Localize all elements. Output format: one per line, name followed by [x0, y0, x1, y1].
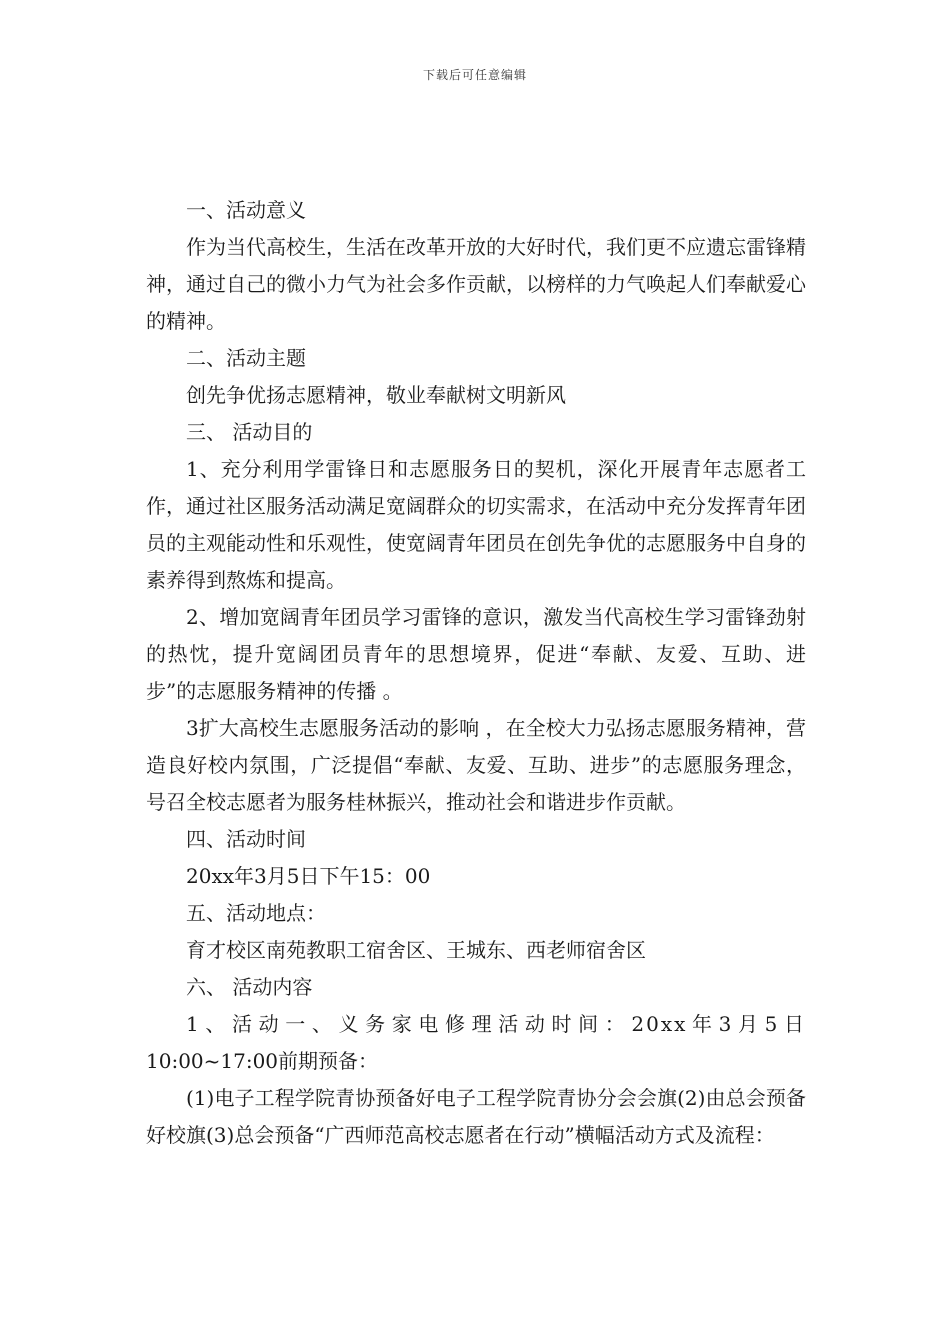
section-heading-significance: 一、活动意义	[186, 198, 306, 222]
section-heading-content: 六、 活动内容	[186, 975, 313, 999]
document-body	[146, 192, 806, 1154]
paragraph-activity-one: 1、活动一、义务家电修理活动时间：20xx年3月5日	[186, 1012, 806, 1036]
section-heading-purpose: 三、 活动目的	[186, 420, 313, 444]
paragraph-purpose-1: 1、充分利用学雷锋日和志愿服务日的契机，深化开展青年志愿者工作，通过社区服务活动满足宽阔群众的切实需求，在活动中充分发挥青年团员的主观能动性和乐观性，使宽阔青年团员在创先争优的志愿服务中自身的素养得到熬炼和提高。	[146, 457, 806, 592]
paragraph-purpose-3: 3扩大高校生志愿服务活动的影响 ，在全校大力弘扬志愿服务精神，营造良好校内氛围，广泛提倡“奉献、友爱、互助、进步”的志愿服务理念，号召全校志愿者为服务桂林振兴，推动社会和谐进步作贡献。	[146, 716, 806, 814]
paragraph-activity-one-prep: 10:00~17:00前期预备：	[146, 1049, 379, 1073]
section-heading-time: 四、活动时间	[186, 827, 306, 851]
page-header-note: 下载后可任意编辑	[422, 68, 527, 82]
paragraph-purpose-2: 2、增加宽阔青年团员学习雷锋的意识，激发当代高校生学习雷锋劲射的热忱，提升宽阔团员青年的思想境界，促进“奉献、友爱、互助、进步”的志愿服务精神的传播 。	[146, 605, 806, 703]
paragraph-time: 20xx年3月5日下午15：00	[186, 864, 431, 888]
paragraph-significance: 作为当代高校生，生活在改革开放的大好时代，我们更不应遗忘雷锋精神，通过自己的微小力气为社会多作贡献，以榜样的力气唤起人们奉献爱心的精神。	[146, 235, 806, 333]
section-heading-theme: 二、活动主题	[186, 346, 306, 370]
section-heading-location: 五、活动地点：	[186, 901, 326, 925]
paragraph-location: 育才校区南苑教职工宿舍区、王城东、西老师宿舍区	[186, 938, 646, 962]
paragraph-theme: 创先争优扬志愿精神，敬业奉献树文明新风	[186, 383, 566, 407]
paragraph-activity-one-items: (1)电子工程学院青协预备好电子工程学院青协分会会旗(2)由总会预备好校旗(3)总会预备“广西师范高校志愿者在行动”横幅活动方式及流程：	[146, 1086, 806, 1147]
